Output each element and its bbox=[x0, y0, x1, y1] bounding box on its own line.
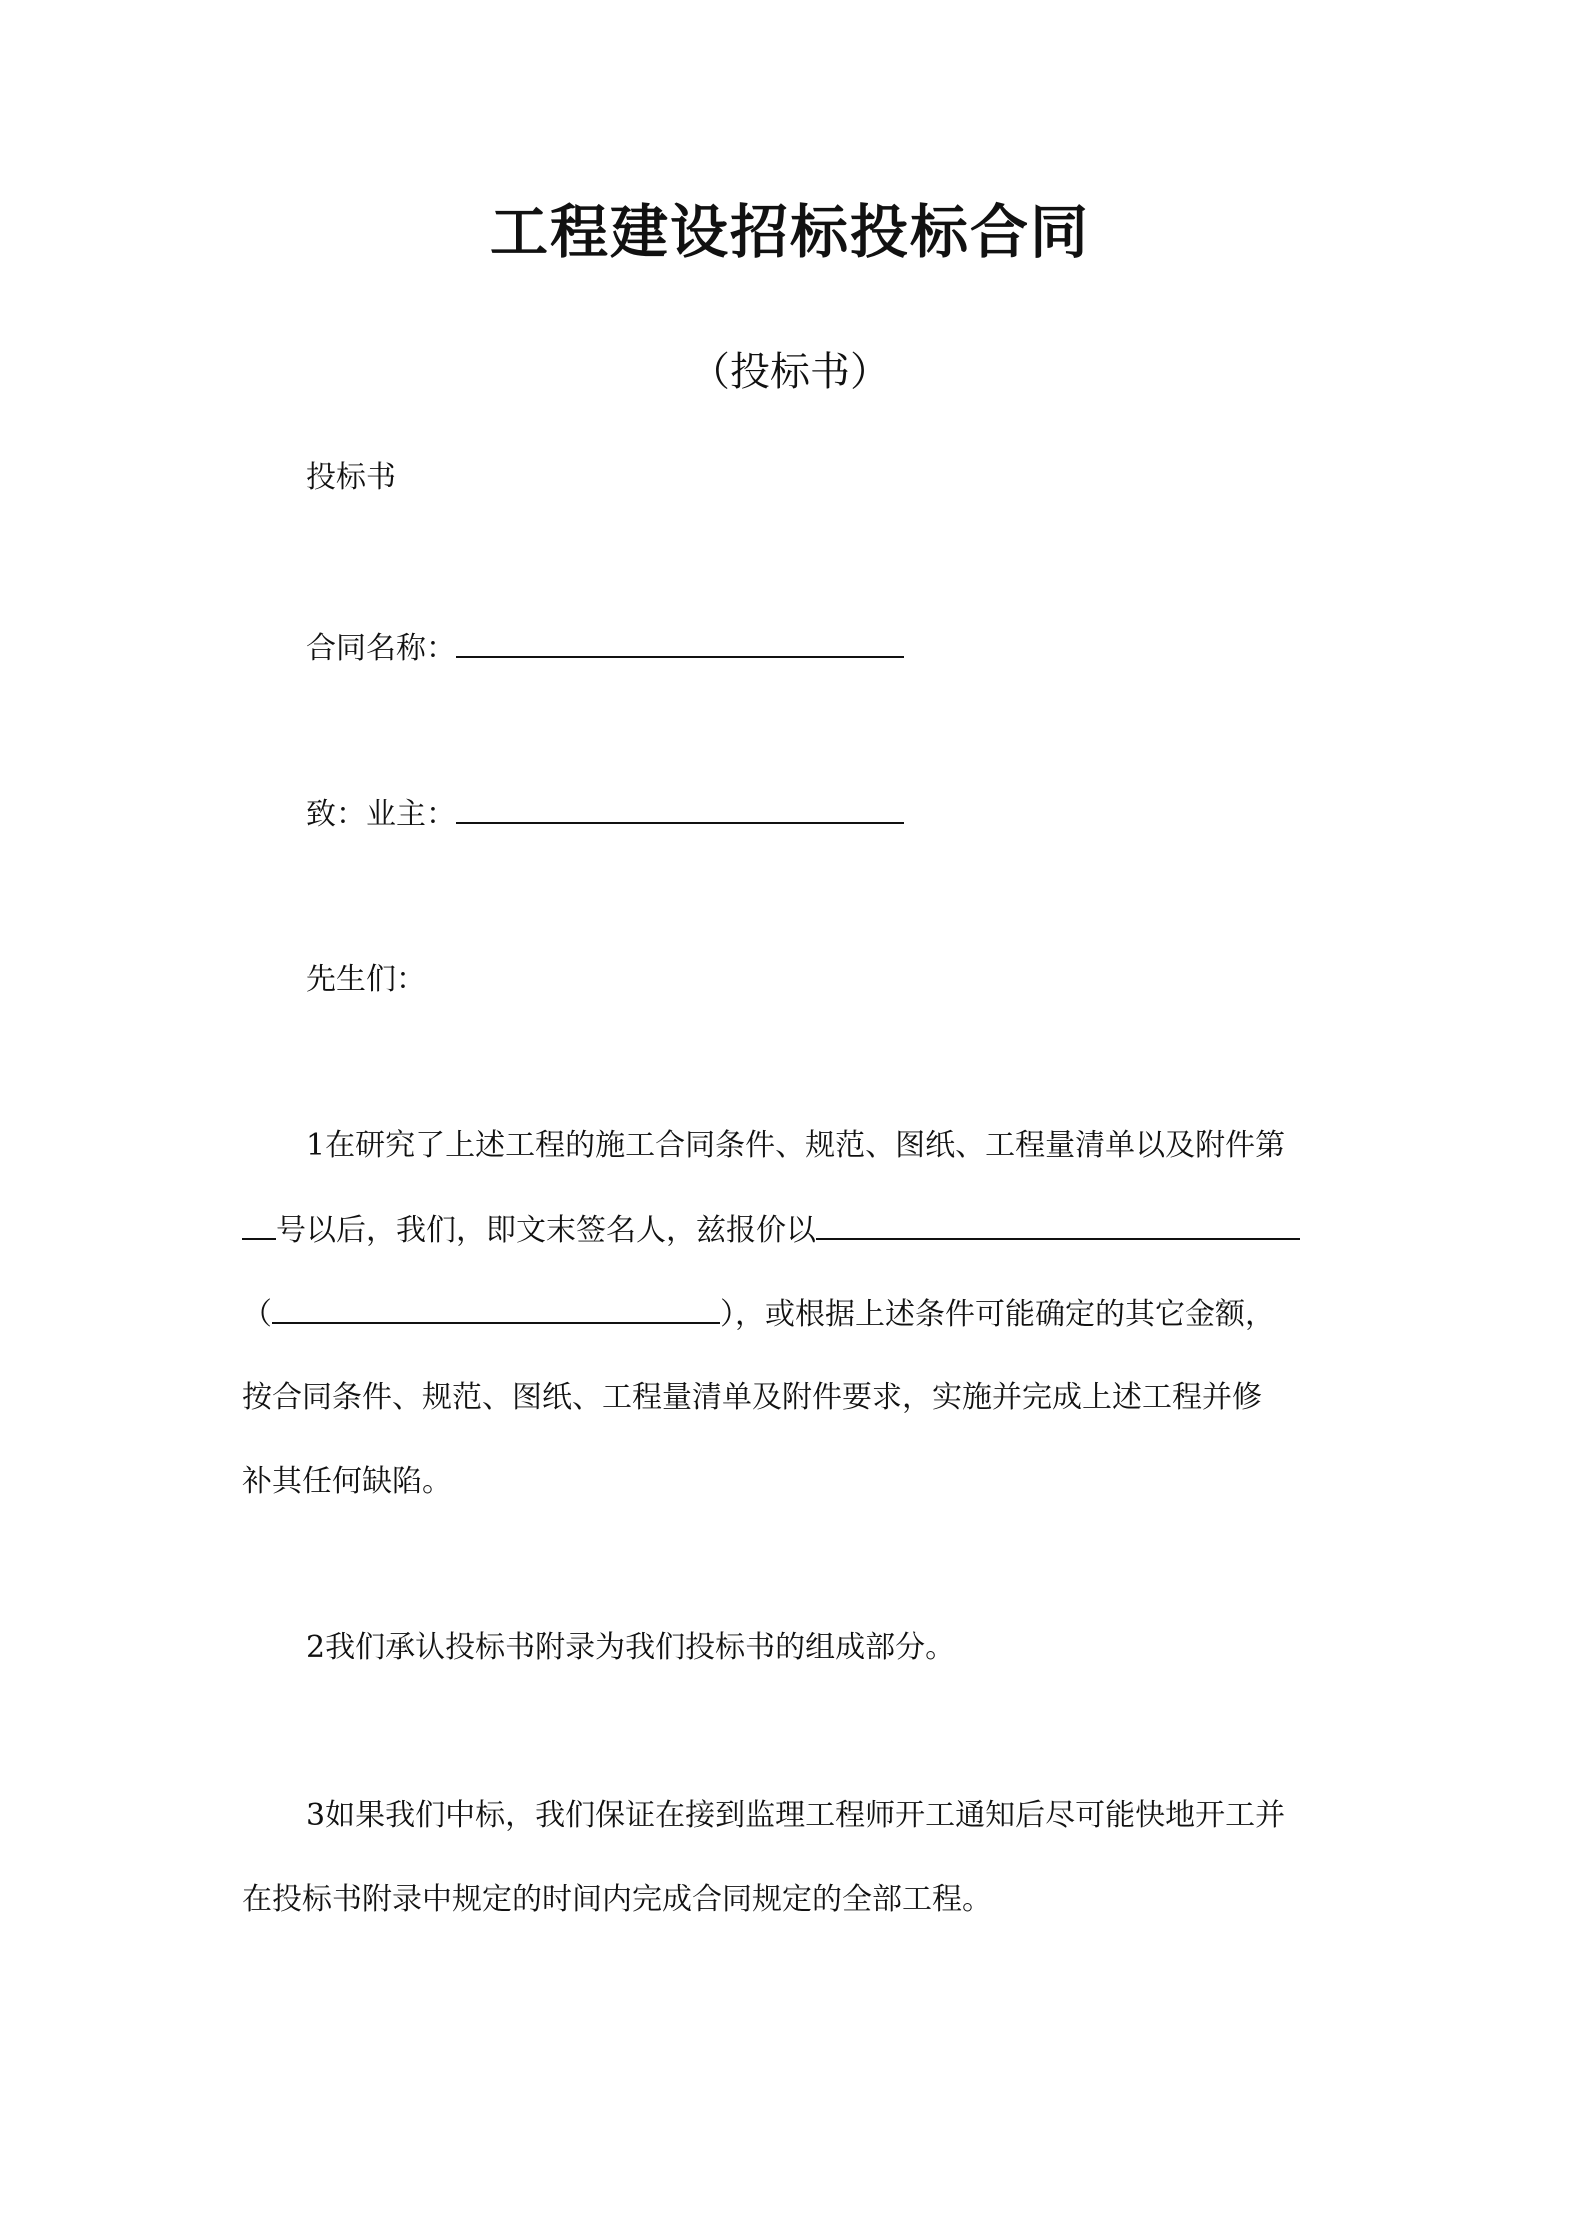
to-owner-row bbox=[306, 792, 904, 837]
bid-amount-words-blank[interactable] bbox=[272, 1292, 720, 1324]
attachment-number-blank[interactable] bbox=[242, 1208, 276, 1240]
clause-1-line-3 bbox=[242, 1292, 1275, 1337]
clause-1-line-5: 补其任何缺陷。 bbox=[242, 1464, 452, 1499]
contract-name-row bbox=[306, 626, 904, 671]
clause-1-line-1: 1在研究了上述工程的施工合同条件、规范、图纸、工程量清单以及附件第 bbox=[306, 1128, 1286, 1163]
to-owner-label: 致：业主： bbox=[306, 797, 456, 832]
contract-name-blank[interactable] bbox=[456, 626, 904, 658]
bid-amount-blank[interactable] bbox=[816, 1208, 1300, 1240]
owner-name-blank[interactable] bbox=[456, 792, 904, 824]
clause-3-line-1: 3如果我们中标，我们保证在接到监理工程师开工通知后尽可能快地开工并 bbox=[306, 1798, 1286, 1833]
clause-1-line-2 bbox=[242, 1208, 1300, 1253]
document-subtitle: （投标书） bbox=[690, 349, 890, 395]
document-title: 工程建设招标投标合同 bbox=[489, 198, 1090, 266]
clause-3-line-2: 在投标书附录中规定的时间内完成合同规定的全部工程。 bbox=[242, 1882, 992, 1917]
contract-name-label: 合同名称： bbox=[306, 631, 456, 666]
salutation: 先生们： bbox=[306, 962, 426, 997]
clause-1-line-4: 按合同条件、规范、图纸、工程量清单及附件要求，实施并完成上述工程并修 bbox=[242, 1380, 1262, 1415]
section-heading: 投标书 bbox=[306, 460, 396, 495]
clause-1-line-2-text: 号以后，我们，即文末签名人，兹报价以 bbox=[276, 1213, 816, 1248]
clause-2: 2我们承认投标书附录为我们投标书的组成部分。 bbox=[306, 1630, 956, 1665]
open-paren: （ bbox=[242, 1297, 272, 1332]
clause-1-line-3-text: ），或根据上述条件可能确定的其它金额， bbox=[720, 1297, 1275, 1332]
